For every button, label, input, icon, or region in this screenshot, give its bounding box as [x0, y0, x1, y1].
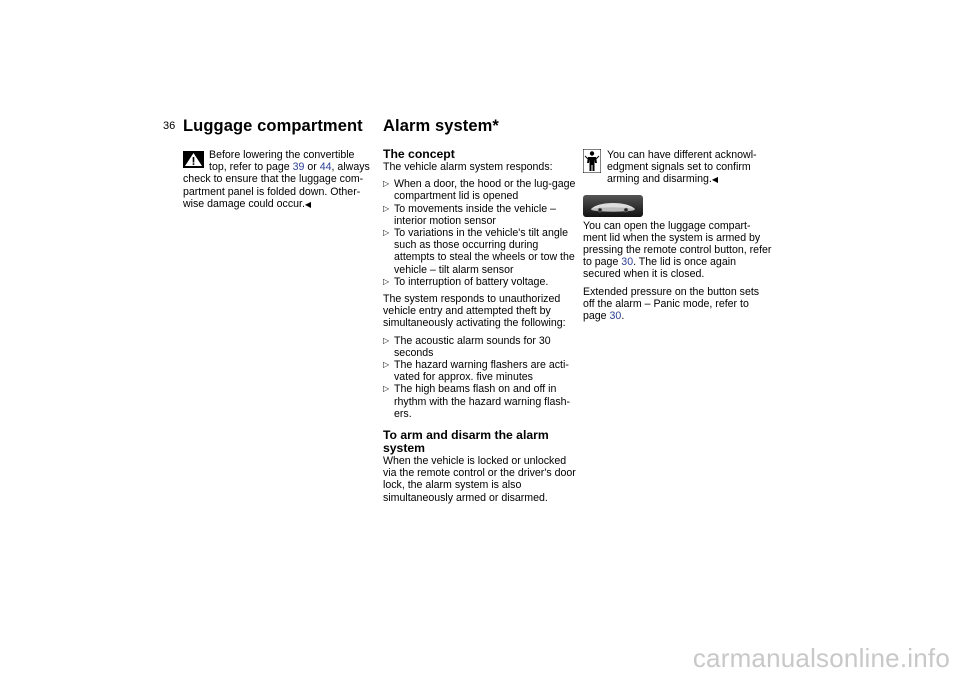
action-item: [383, 383, 579, 420]
notes-column: [583, 149, 773, 327]
bullet-marker-icon: ▷: [383, 276, 390, 286]
luggage-open-para: You can open the luggage compart-ment lid when the system is armed by pressing the remote control button, refer to page 30. The lid is once again secured when it is closed.: [583, 219, 772, 281]
action-item-text: The acoustic alarm sounds for 30 seconds: [394, 334, 551, 359]
bullet-marker-icon: ▷: [383, 203, 390, 213]
page-link-44[interactable]: 44: [319, 161, 332, 174]
action-item-text: The high beams flash on and off in rhythm with the hazard warning flash-ers.: [394, 383, 571, 420]
page-link-30[interactable]: 30: [621, 256, 634, 269]
responds-item-text: To variations in the vehicle's tilt angle such as those occurring during attempts to steal the wheels or tow the vehicle – tilt alarm sensor: [394, 227, 575, 276]
watermark: carmanualsonline.info: [692, 643, 950, 673]
responds-item: [383, 276, 579, 288]
page-link-39[interactable]: 39: [292, 161, 305, 174]
responds-item: [383, 178, 579, 202]
action-item: [383, 335, 579, 359]
page-number: 36: [163, 120, 176, 132]
end-mark-icon: ◀: [711, 175, 718, 185]
warning-line-1: Before lowering the convertible: [209, 149, 355, 161]
car-icon: [583, 195, 643, 217]
section-heading-luggage-compartment: Luggage compartment: [183, 117, 363, 135]
section-heading-alarm-system: Alarm system*: [383, 117, 499, 135]
action-item-text: The hazard warning flashers are acti-vated for approx. five minutes: [394, 359, 569, 384]
page-link-30-panic[interactable]: 30: [609, 310, 622, 323]
responds-list: [383, 178, 579, 288]
bullet-marker-icon: ▷: [383, 384, 390, 394]
subheading-arm-disarm: To arm and disarm the alarm system: [383, 428, 549, 456]
responds-item-text: When a door, the hood or the lug-gage compartment lid is opened: [394, 178, 576, 203]
responds-item-text: To movements inside the vehicle – interior motion sensor: [394, 202, 556, 227]
responds-item: [383, 203, 579, 227]
responds-item-text: To interruption of battery voltage.: [394, 275, 549, 288]
action-item: [383, 359, 579, 383]
person-service-icon: [583, 149, 601, 173]
alarm-system-column: [383, 148, 579, 509]
panic-mode-para: Extended pressure on the button sets off the alarm – Panic mode, refer to page 30.: [583, 285, 760, 323]
subheading-the-concept: The concept: [383, 147, 455, 161]
warning-text: check to ensure that the luggage com-partment panel is folded down. Other-wise damage could occur.: [183, 173, 364, 210]
responds-item: [383, 227, 579, 276]
bullet-marker-icon: ▷: [383, 228, 390, 238]
bullet-marker-icon: ▷: [383, 179, 390, 189]
bullet-marker-icon: ▷: [383, 335, 390, 345]
actions-list: [383, 335, 579, 420]
bullet-marker-icon: ▷: [383, 360, 390, 370]
acknowledgment-note: You can have different acknowl-edgment signals set to confirm arming and disarming.: [607, 149, 757, 186]
end-mark-icon: ◀: [304, 199, 312, 209]
arm-disarm-text: When the vehicle is locked or unlocked via the remote control or the driver's door lock, the alarm system is also simultaneously armed or disarmed.: [383, 455, 576, 504]
concept-para-2: The system responds to unauthorized vehicle entry and attempted theft by simultaneously activating the following:: [383, 293, 566, 330]
concept-intro: The vehicle alarm system responds:: [383, 161, 553, 173]
warning-note: Before lowering the convertible top, refer to page 39 or 44, always check to ensure that the luggage com-partment panel is folded down. Other-wise damage could occur.◀: [183, 149, 370, 210]
